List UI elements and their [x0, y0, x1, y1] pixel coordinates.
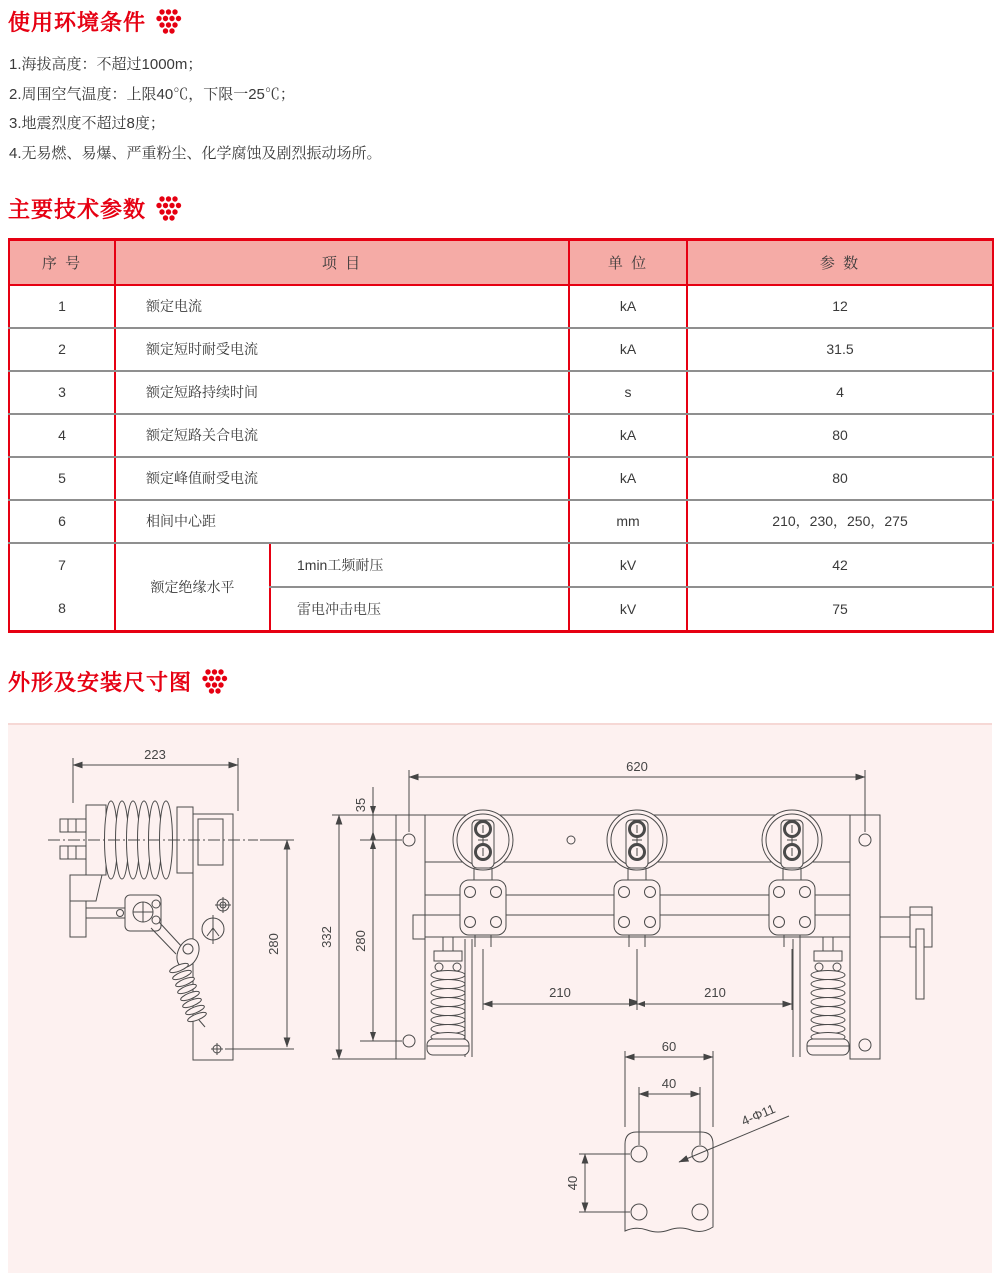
- dim-label-phase-left: 210: [549, 985, 571, 1000]
- usage-condition-item: 1.海拔高度：不超过1000m；: [9, 56, 203, 73]
- table-row: 6 相间中心距 mm 210，230，250，275: [9, 500, 993, 543]
- dim-label-detail-width: 60: [661, 1039, 677, 1054]
- section-title-params-text: 主要技术参数: [8, 197, 147, 222]
- section-title-dimensions-text: 外形及安装尺寸图: [8, 670, 193, 695]
- header-item: 项 目: [115, 240, 569, 285]
- dim-label-phase-right: 210: [704, 985, 726, 1000]
- spring-right: [807, 937, 849, 1055]
- section-dots-icon: [153, 195, 185, 221]
- section-title-usage-text: 使用环境条件: [8, 10, 147, 35]
- table-row-insulation-1: 7 8 额定绝缘水平 1min工频耐压 kV 42: [9, 543, 993, 587]
- side-view-drawing: [48, 747, 294, 1060]
- front-view-drawing: [319, 759, 932, 1059]
- insulation-group-cell: 额定绝缘水平: [115, 543, 270, 632]
- dim-label-side-width: 223: [144, 747, 166, 762]
- outline-drawing-panel: [8, 723, 992, 1273]
- technical-parameters-table: [8, 238, 994, 633]
- usage-conditions-list: [9, 50, 382, 168]
- header-value: 参 数: [687, 240, 993, 285]
- pole-assembly: [762, 810, 822, 947]
- dim-label-side-height: 280: [266, 933, 281, 955]
- dim-label-front-total-height: 332: [319, 926, 334, 948]
- table-row: 2 额定短时耐受电流 kA 31.5: [9, 328, 993, 371]
- usage-condition-item: 3.地震烈度不超过8度；: [9, 115, 165, 132]
- detail-view-drawing: [565, 1039, 789, 1232]
- usage-condition-item: 2.周围空气温度：上限40℃，下限一25℃；: [9, 85, 295, 103]
- dim-label-front-width: 620: [626, 759, 648, 774]
- section-title-params: [8, 193, 185, 224]
- table-row: 4 额定短路关合电流 kA 80: [9, 414, 993, 457]
- section-title-dimensions: [8, 666, 231, 697]
- holes-callout-label: 4-Φ11: [739, 1101, 778, 1129]
- header-no: 序 号: [9, 240, 115, 285]
- dim-label-detail-hole-h: 40: [661, 1076, 677, 1091]
- no-cell-7-8: 7 8: [9, 543, 115, 632]
- dim-label-detail-hole-v: 40: [565, 1175, 580, 1191]
- table-header-row: [9, 240, 993, 285]
- pole-assembly: [453, 810, 513, 947]
- dimension-drawings: [8, 725, 992, 1273]
- table-row: 3 额定短路持续时间 s 4: [9, 371, 993, 414]
- usage-condition-item: 4.无易燃、易爆、严重粉尘、化学腐蚀及剧烈振动场所。: [9, 144, 382, 162]
- table-row: 1 额定电流 kA 12: [9, 285, 993, 328]
- section-dots-icon: [153, 8, 185, 34]
- spring-left: [427, 937, 469, 1055]
- section-title-usage: [8, 6, 185, 37]
- table-row: 5 额定峰值耐受电流 kA 80: [9, 457, 993, 500]
- dim-label-front-offset: 35: [353, 797, 368, 813]
- section-dots-icon: [199, 668, 231, 694]
- header-unit: 单 位: [569, 240, 687, 285]
- dim-label-front-height: 280: [353, 930, 368, 952]
- pole-assembly: [607, 810, 667, 947]
- table-row-insulation-2: 雷电冲击电压 kV 75: [9, 587, 993, 631]
